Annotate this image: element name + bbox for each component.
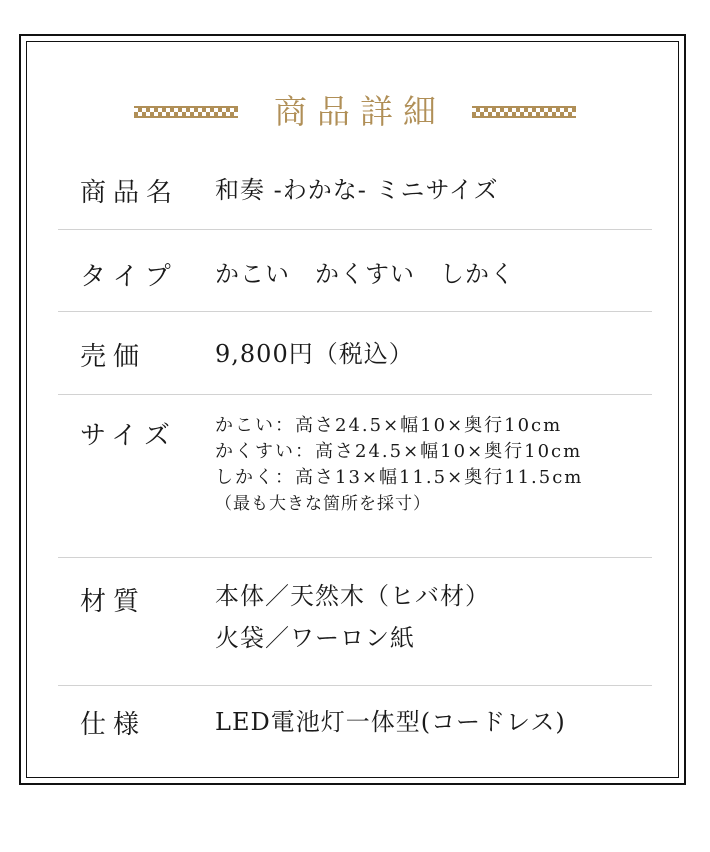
price-value: 9,800円（税込） bbox=[215, 340, 414, 368]
row-divider bbox=[58, 311, 652, 312]
size-values bbox=[215, 413, 583, 517]
section-title: 商品詳細 bbox=[274, 92, 446, 131]
material-line-body: 本体／天然木（ヒバ材） bbox=[215, 582, 490, 610]
spec-label: 仕様 bbox=[80, 710, 147, 740]
type-value: かこい かくすい しかく bbox=[215, 260, 515, 288]
row-divider bbox=[58, 557, 652, 558]
size-line-shikaku: しかく：高さ13×幅11.5×奥行11.5cm bbox=[215, 467, 584, 488]
material-label: 材質 bbox=[80, 587, 147, 617]
spec-row-type bbox=[58, 252, 652, 296]
product-name-label: 商品名 bbox=[80, 178, 180, 208]
size-line-kakoi: かこい：高さ24.5×幅10×奥行10cm bbox=[215, 415, 563, 436]
size-label: サイズ bbox=[80, 421, 177, 451]
inner-frame bbox=[26, 41, 679, 778]
material-values bbox=[215, 575, 490, 659]
material-line-shade: 火袋／ワーロン紙 bbox=[215, 624, 415, 652]
spec-row-spec bbox=[58, 702, 652, 746]
row-divider bbox=[58, 394, 652, 395]
type-label: タイプ bbox=[80, 262, 178, 292]
checker-ornament-left bbox=[134, 106, 238, 118]
spec-row-size bbox=[58, 413, 652, 523]
checker-ornament-right bbox=[472, 106, 576, 118]
spec-row-price bbox=[58, 334, 652, 378]
row-divider bbox=[58, 685, 652, 686]
spec-row-product-name bbox=[58, 168, 652, 212]
section-heading bbox=[0, 88, 710, 136]
spec-value: LED電池灯一体型(コードレス) bbox=[215, 708, 566, 736]
size-line-kakusui: かくすい：高さ24.5×幅10×奥行10cm bbox=[215, 441, 583, 462]
row-divider bbox=[58, 229, 652, 230]
spec-row-material bbox=[58, 575, 652, 665]
product-name-value: 和奏 -わかな- ミニサイズ bbox=[215, 176, 499, 204]
size-note: （最も大きな箇所を採寸） bbox=[215, 494, 431, 514]
price-label: 売価 bbox=[80, 342, 147, 372]
